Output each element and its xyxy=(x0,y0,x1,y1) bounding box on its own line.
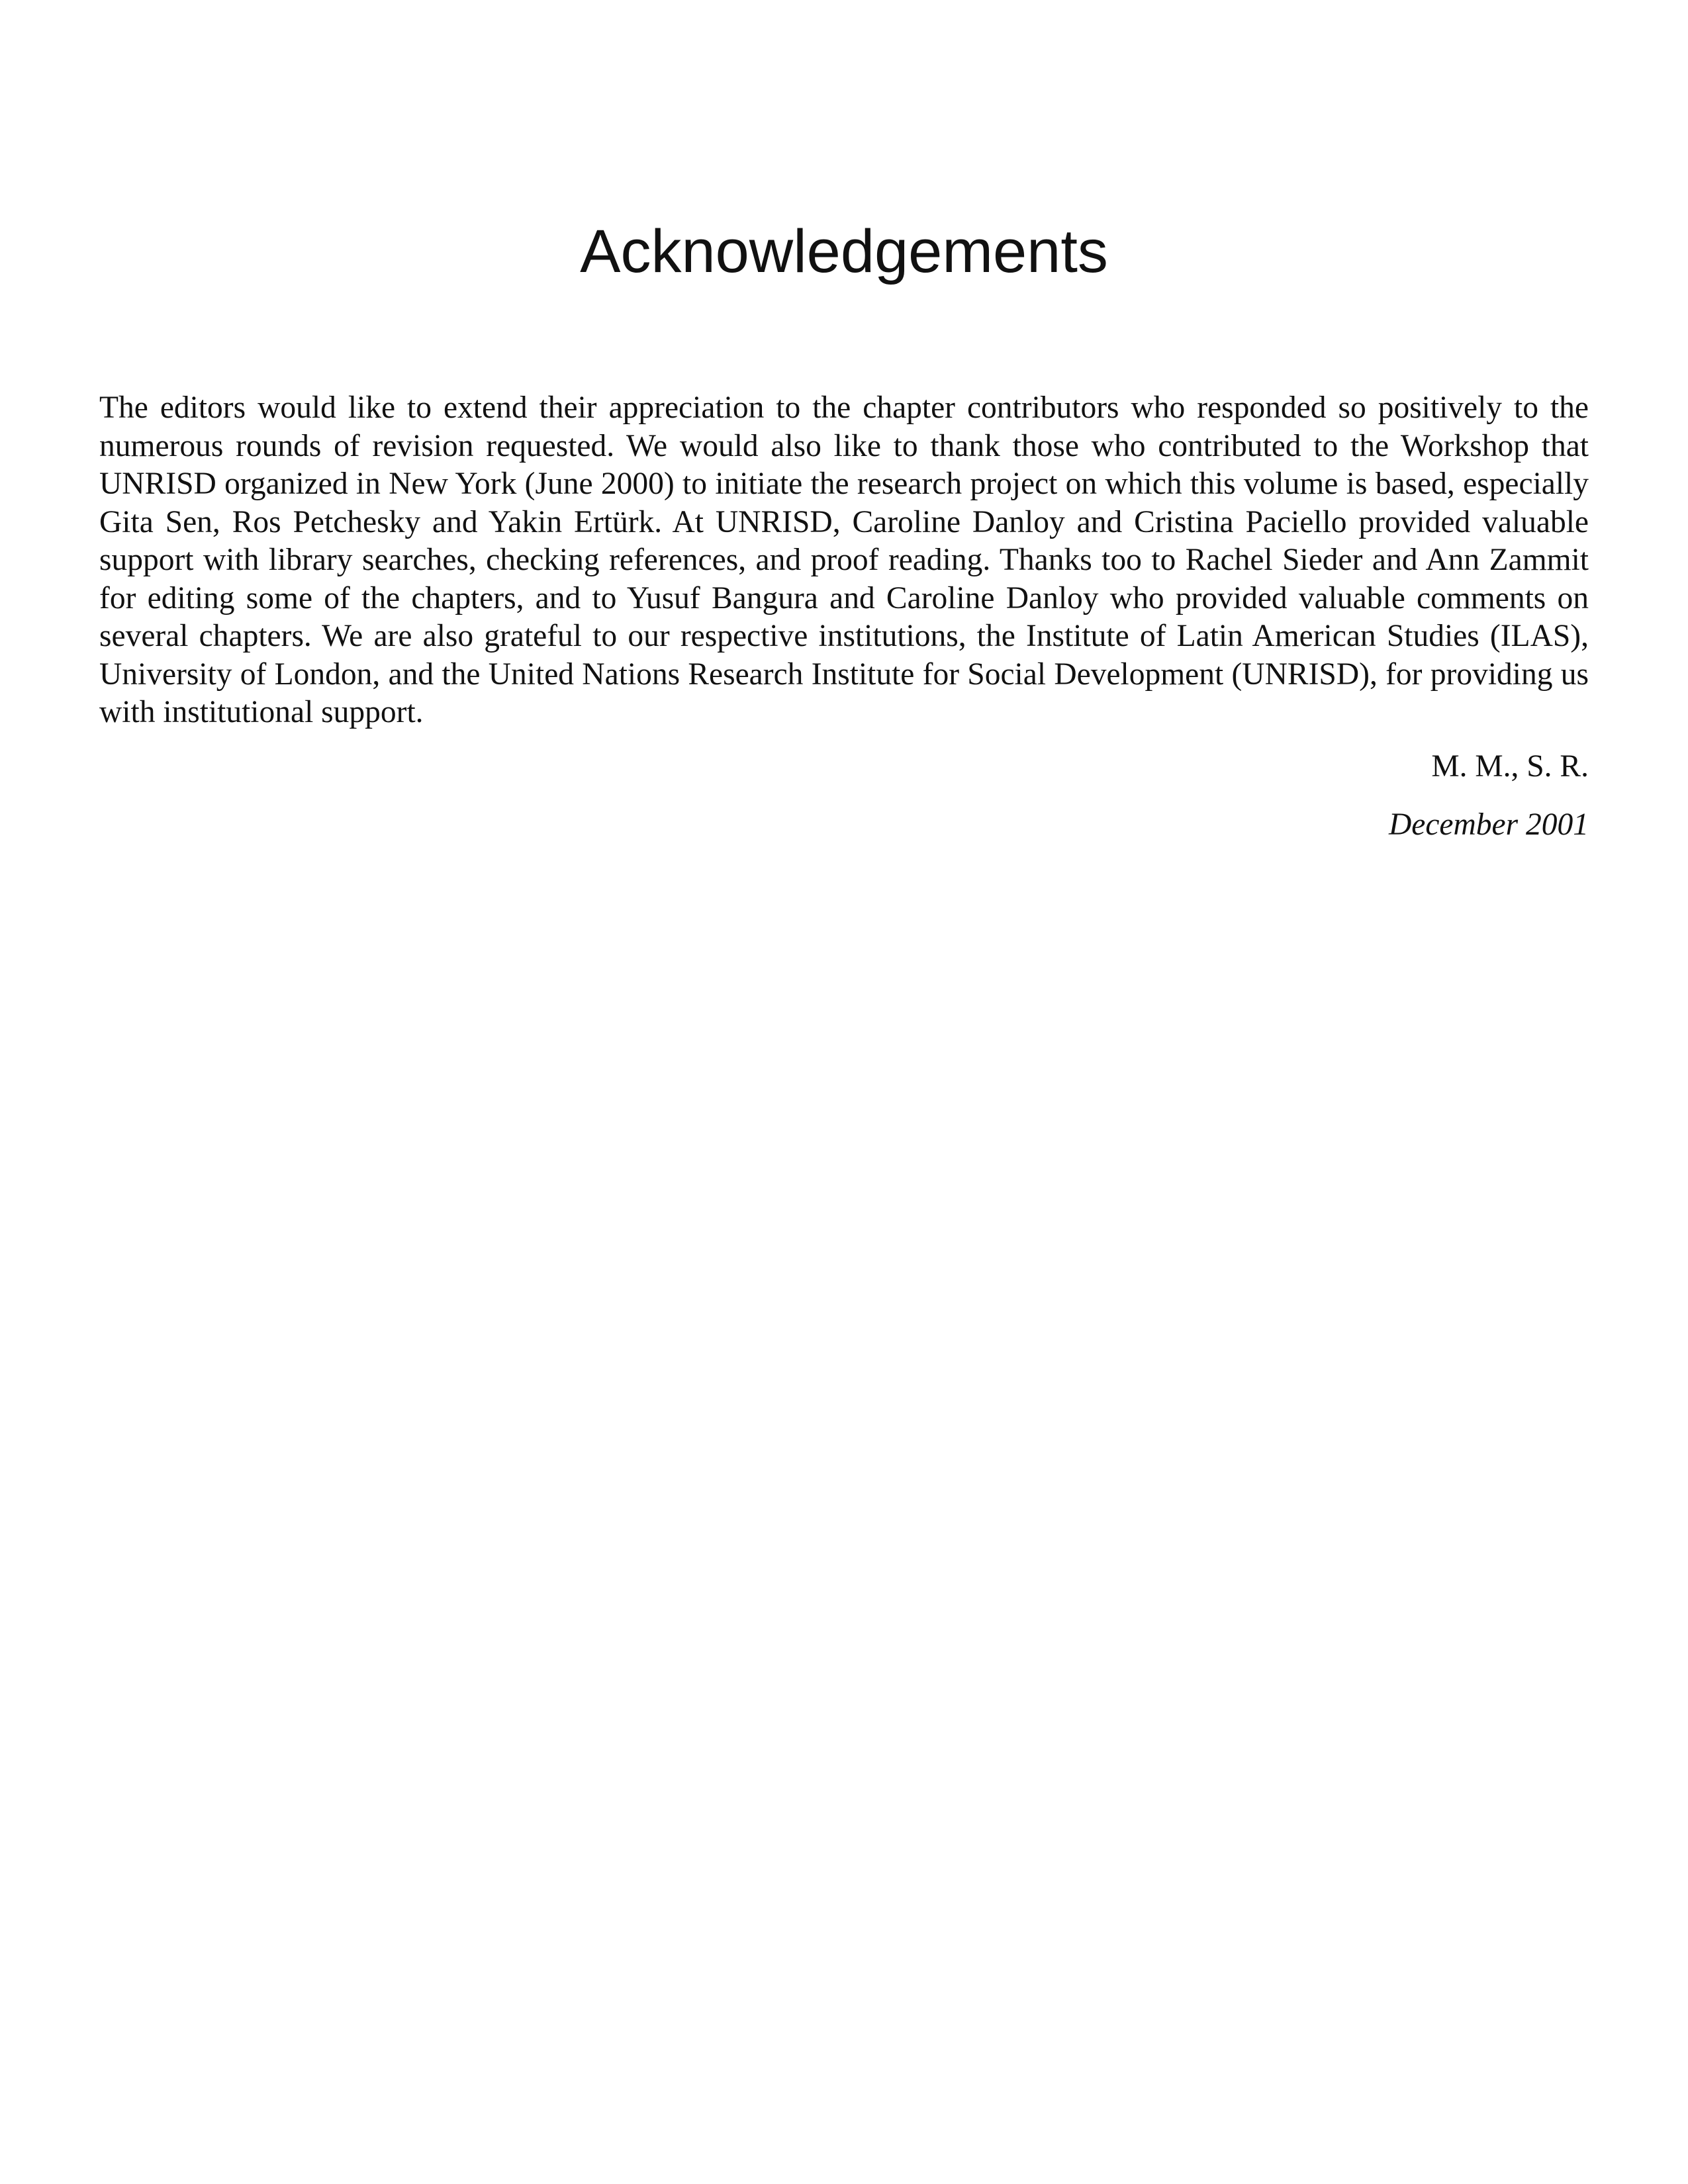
document-date: December 2001 xyxy=(1388,807,1589,842)
author-initials: M. M., S. R. xyxy=(1431,749,1589,784)
acknowledgement-paragraph: The editors would like to extend their appreciation to the chapter contributors who responded so positively to the numerous rounds of revision requested. We would also like to thank those who contributed to the Workshop that UNRISD organized in New York (June 2000) to initiate the research project on which this volume is based, especially Gita Sen, Ros Petchesky and Yakin Ertürk. At UNRISD, Caroline Danloy and Cristina Paciello provided valuable support with library searches, checking references, and proof reading. Thanks too to Rachel Sieder and Ann Zammit for editing some of the chapters, and to Yusuf Bangura and Caroline Danloy who provided valuable comments on several chapters. We are also grateful to our respective institutions, the Institute of Latin American Studies (ILAS), University of London, and the United Nations Research Institute for Social Development (UNRISD), for providing us with institutional support. xyxy=(99,390,1589,729)
page-title: Acknowledgements xyxy=(580,218,1108,285)
